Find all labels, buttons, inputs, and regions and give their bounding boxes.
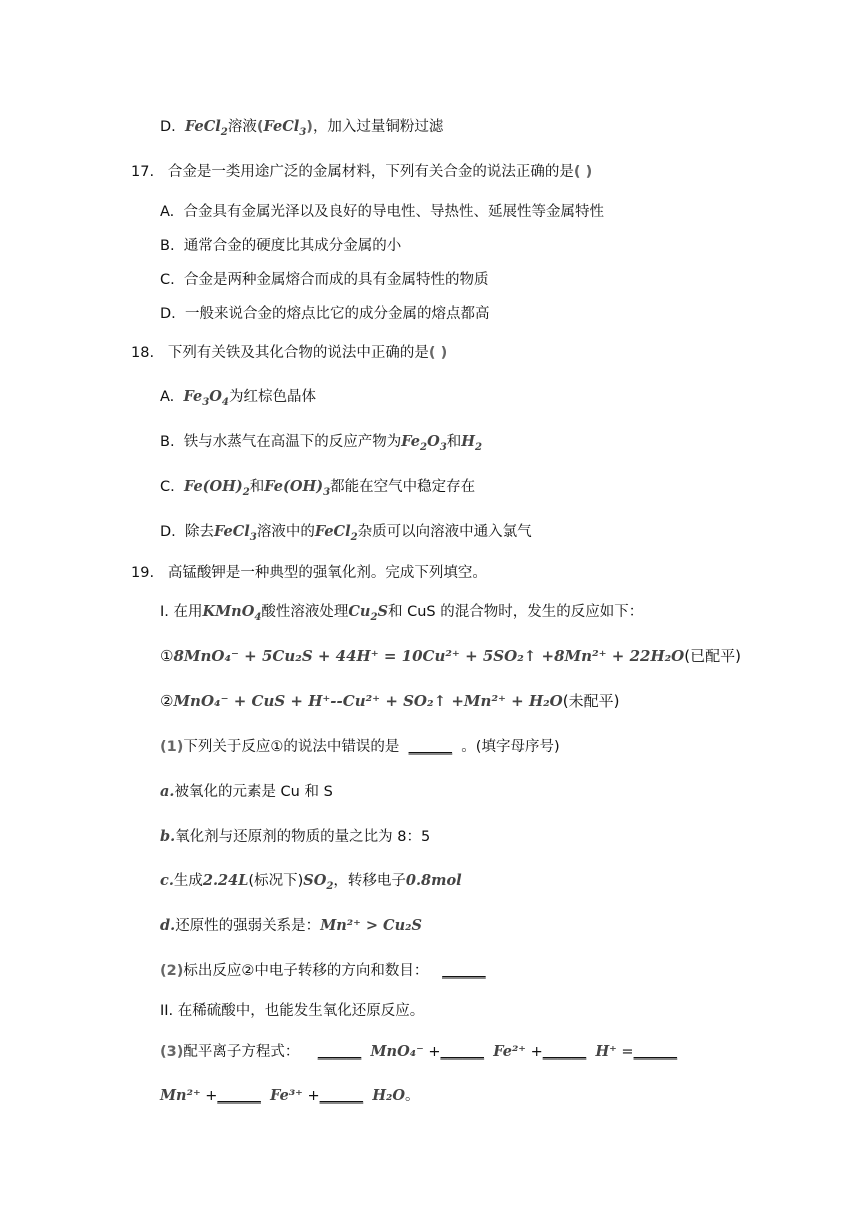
formula-h2: $H_2$ <box>461 433 482 453</box>
question-17-stem: 17. 合金是一类用途广泛的金属材料，下列有关合金的说法正确的是( ) <box>131 164 593 180</box>
q19-equation-1: ①8MnO₄⁻ + 5Cu₂S + 44H⁺ = 10Cu²⁺ + 5SO₂↑ +8Mn²⁺ + 22H₂O(已配平) <box>160 647 741 665</box>
q19-part2: II. 在稀硫酸中，也能发生氧化还原反应。 <box>160 1003 425 1019</box>
answer-blank[interactable]: ______ <box>442 963 486 979</box>
option-letter: D. <box>160 119 176 135</box>
q19-sub2: (2)标出反应②中电子转移的方向和数目： ______ <box>160 960 486 982</box>
answer-blank[interactable]: ______ <box>633 1044 678 1060</box>
formula-fecl3: FeCl$_3$ <box>263 118 307 138</box>
formula-kmno4: KMnO$_4$ <box>202 603 262 623</box>
answer-bracket: ( ) <box>428 345 448 361</box>
q18-option-a: A. $Fe_3O_4$为红棕色晶体 <box>160 388 316 408</box>
circled-number: ① <box>160 647 174 665</box>
question-number: 19. <box>131 565 155 581</box>
q17-option-d: D. 一般来说合金的熔点比它的成分金属的熔点都高 <box>160 306 490 322</box>
formula-cu2s: $Cu_2S$ <box>348 603 388 623</box>
q16-option-d: D. FeCl$_2$溶液(FeCl$_3$)，加入过量铜粉过滤 <box>160 118 444 138</box>
formula-fecl3: FeCl$_3$ <box>214 523 257 543</box>
circled-number: ② <box>160 692 174 710</box>
formula-feoh3: $Fe(OH)_3$ <box>264 478 331 498</box>
question-19-stem: 19. 高锰酸钾是一种典型的强氧化剂。完成下列填空。 <box>131 565 487 581</box>
q19-sub3-line1: (3)配平离子方程式： ______ MnO₄⁻ +______ Fe²⁺ +______ H⁺ =______ <box>160 1041 677 1063</box>
q17-option-b: B. 通常合金的硬度比其成分金属的小 <box>160 238 402 254</box>
q19-sub1: (1)下列关于反应①的说法中错误的是 ______ 。(填字母序号) <box>160 736 560 758</box>
answer-blank[interactable]: ______ <box>408 739 453 755</box>
q19-sub3-line2: Mn²⁺ +______ Fe³⁺ +______ H₂O。 <box>160 1085 420 1107</box>
q18-option-c: C. $Fe(OH)_2$和$Fe(OH)_3$都能在空气中稳定存在 <box>160 478 476 498</box>
formula-fe2o3: $Fe_2O_3$ <box>401 433 447 453</box>
answer-blank[interactable]: ______ <box>542 1044 587 1060</box>
formula-feoh2: $Fe(OH)_2$ <box>183 478 250 498</box>
answer-bracket: ( ) <box>573 164 593 180</box>
formula-fe3o4: $Fe_3O_4$ <box>183 388 229 408</box>
q19-choice-c: c.生成2.24L(标况下)$SO_2$，转移电子0.8mol <box>160 872 462 892</box>
q19-choice-d: d.还原性的强弱关系是：Mn²⁺ > Cu₂S <box>160 917 422 934</box>
answer-blank[interactable]: ______ <box>317 1044 362 1060</box>
answer-blank[interactable]: ______ <box>217 1088 261 1104</box>
q19-equation-2: ②MnO₄⁻ + CuS + H⁺--Cu²⁺ + SO₂↑ +Mn²⁺ + H₂O(未配平) <box>160 692 620 710</box>
q17-option-a: A. 合金具有金属光泽以及良好的导电性、导热性、延展性等金属特性 <box>160 204 604 220</box>
question-number: 18. <box>131 345 155 361</box>
formula-fecl2: FeCl$_2$ <box>314 523 358 543</box>
question-number: 17. <box>131 164 155 180</box>
q19-part1-intro: I. 在用KMnO$_4$酸性溶液处理$Cu_2S$和 CuS 的混合物时，发生的反应如下： <box>160 603 644 623</box>
question-18-stem: 18. 下列有关铁及其化合物的说法中正确的是( ) <box>131 345 448 361</box>
q18-option-b: B. 铁与水蒸气在高温下的反应产物为$Fe_2O_3$和$H_2$ <box>160 433 482 453</box>
answer-blank[interactable]: ______ <box>319 1088 364 1104</box>
q19-choice-a: a.被氧化的元素是 Cu 和 S <box>160 783 333 800</box>
q19-choice-b: b.氧化剂与还原剂的物质的量之比为 8：5 <box>160 828 431 845</box>
formula-fecl2: FeCl$_2$ <box>185 118 228 138</box>
q17-option-c: C. 合金是两种金属熔合而成的具有金属特性的物质 <box>160 272 489 288</box>
answer-blank[interactable]: ______ <box>440 1044 484 1060</box>
q18-option-d: D. 除去FeCl$_3$溶液中的FeCl$_2$杂质可以向溶液中通入氯气 <box>160 523 532 543</box>
formula-so2: $SO_2$ <box>303 872 334 892</box>
